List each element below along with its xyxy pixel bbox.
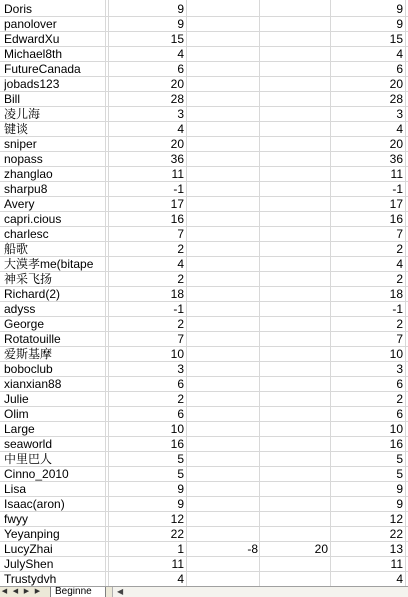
value-cell[interactable]: 11: [390, 167, 403, 181]
value-cell[interactable]: 2: [396, 392, 403, 406]
value-cell[interactable]: [187, 407, 258, 422]
value-cell[interactable]: [260, 2, 328, 17]
value-cell[interactable]: [260, 422, 328, 437]
table-row: [0, 122, 408, 137]
value-cell[interactable]: [260, 557, 328, 572]
value-cell[interactable]: 9: [177, 17, 184, 31]
value-cell[interactable]: [187, 362, 258, 377]
value-cell[interactable]: [260, 197, 328, 212]
table-row: [0, 527, 408, 542]
value-cell[interactable]: [260, 527, 328, 542]
value-cell[interactable]: 16: [389, 212, 403, 226]
value-cell[interactable]: [187, 62, 258, 77]
name-cell[interactable]: Yeyanping: [4, 527, 60, 541]
name-cell[interactable]: xianxian88: [4, 377, 62, 391]
value-cell[interactable]: [187, 302, 258, 317]
name-cell[interactable]: Lisa: [4, 482, 27, 496]
name-cell[interactable]: sharpu8: [4, 182, 48, 196]
value-cell[interactable]: 22: [389, 527, 403, 541]
name-cell[interactable]: JulyShen: [4, 557, 54, 571]
table-row: [0, 47, 408, 62]
value-cell[interactable]: [187, 452, 258, 467]
value-cell[interactable]: [260, 497, 328, 512]
value-cell[interactable]: 9: [396, 17, 403, 31]
value-cell[interactable]: 22: [170, 527, 184, 541]
table-row: [0, 422, 408, 437]
value-cell[interactable]: [187, 272, 258, 287]
value-cell[interactable]: -1: [392, 302, 403, 316]
prev-sheet-icon[interactable]: ◀: [12, 588, 19, 595]
value-cell[interactable]: 6: [396, 407, 403, 421]
name-cell[interactable]: Richard(2): [4, 287, 61, 301]
name-cell[interactable]: Michael8th: [4, 47, 63, 61]
value-cell[interactable]: 2: [177, 317, 184, 331]
value-cell[interactable]: [187, 92, 258, 107]
value-cell[interactable]: [260, 227, 328, 242]
value-cell[interactable]: 5: [177, 452, 184, 466]
value-cell[interactable]: [187, 347, 258, 362]
table-row: [0, 212, 408, 227]
value-cell[interactable]: [260, 572, 328, 586]
value-cell[interactable]: 5: [177, 467, 184, 481]
value-cell[interactable]: 2: [396, 272, 403, 286]
value-cell[interactable]: [260, 392, 328, 407]
value-cell[interactable]: [187, 332, 258, 347]
value-cell[interactable]: [187, 317, 258, 332]
value-cell[interactable]: 9: [177, 497, 184, 511]
value-cell[interactable]: [260, 77, 328, 92]
value-cell[interactable]: [260, 122, 328, 137]
value-cell[interactable]: [260, 242, 328, 257]
name-cell[interactable]: George: [4, 317, 45, 331]
value-cell[interactable]: [187, 527, 258, 542]
value-cell[interactable]: 20: [389, 77, 403, 91]
value-cell[interactable]: 20: [170, 77, 184, 91]
name-cell[interactable]: 中里巴人: [4, 452, 53, 466]
value-cell[interactable]: 3: [177, 107, 184, 121]
value-cell[interactable]: [260, 272, 328, 287]
value-cell[interactable]: [187, 17, 258, 32]
name-cell[interactable]: 爱斯基摩: [4, 347, 53, 361]
table-row: [0, 332, 408, 347]
name-cell[interactable]: adyss: [4, 302, 36, 316]
value-cell[interactable]: [260, 347, 328, 362]
value-cell[interactable]: [260, 32, 328, 47]
value-cell[interactable]: 9: [396, 482, 403, 496]
value-cell[interactable]: 28: [170, 92, 184, 106]
name-cell[interactable]: Trustydvh: [4, 572, 57, 586]
name-cell[interactable]: LucyZhai: [4, 542, 53, 556]
value-cell[interactable]: 4: [396, 47, 403, 61]
table-row: [0, 137, 408, 152]
value-cell[interactable]: 10: [389, 347, 403, 361]
first-sheet-icon[interactable]: ◀: [1, 588, 8, 595]
name-cell[interactable]: Julie: [4, 392, 29, 406]
table-row: [0, 377, 408, 392]
table-row: [0, 512, 408, 527]
value-cell[interactable]: 20: [170, 137, 184, 151]
value-cell[interactable]: [260, 287, 328, 302]
name-cell[interactable]: Avery: [4, 197, 35, 211]
value-cell[interactable]: [260, 92, 328, 107]
value-cell[interactable]: 4: [177, 572, 184, 586]
value-cell[interactable]: [187, 167, 258, 182]
name-cell[interactable]: 船歌: [4, 242, 29, 256]
value-cell[interactable]: [187, 422, 258, 437]
value-cell[interactable]: [260, 257, 328, 272]
value-cell[interactable]: [187, 467, 258, 482]
value-cell[interactable]: [187, 557, 258, 572]
table-row: [0, 182, 408, 197]
value-cell[interactable]: -1: [173, 302, 184, 316]
value-cell[interactable]: [260, 467, 328, 482]
value-cell[interactable]: 16: [170, 212, 184, 226]
value-cell[interactable]: 20: [389, 137, 403, 151]
value-cell[interactable]: 2: [177, 272, 184, 286]
value-cell[interactable]: [260, 377, 328, 392]
table-row: [0, 92, 408, 107]
last-sheet-icon[interactable]: ▶: [34, 588, 41, 595]
table-row: [0, 287, 408, 302]
value-cell[interactable]: 7: [177, 332, 184, 346]
value-cell[interactable]: [260, 407, 328, 422]
value-cell[interactable]: [187, 182, 258, 197]
table-row: [0, 242, 408, 257]
table-row: [0, 152, 408, 167]
name-cell[interactable]: 大漠孝me(bitape: [4, 257, 94, 271]
value-cell[interactable]: 6: [177, 62, 184, 76]
value-cell[interactable]: [260, 452, 328, 467]
value-cell[interactable]: 9: [396, 2, 403, 16]
value-cell[interactable]: [260, 332, 328, 347]
name-cell[interactable]: Rotatouille: [4, 332, 61, 346]
name-cell[interactable]: 键谈: [4, 122, 29, 136]
table-row: [0, 302, 408, 317]
name-cell[interactable]: 凌儿海: [4, 107, 41, 121]
name-cell[interactable]: boboclub: [4, 362, 53, 376]
value-cell[interactable]: 3: [396, 107, 403, 121]
value-cell[interactable]: 20: [314, 542, 328, 556]
value-cell[interactable]: 11: [171, 167, 184, 181]
value-cell[interactable]: [260, 362, 328, 377]
value-cell[interactable]: [187, 242, 258, 257]
value-cell[interactable]: [187, 212, 258, 227]
table-row: [0, 347, 408, 362]
name-cell[interactable]: Olim: [4, 407, 29, 421]
name-cell[interactable]: capri.cious: [4, 212, 62, 226]
value-cell[interactable]: [260, 482, 328, 497]
value-cell[interactable]: 12: [389, 512, 403, 526]
value-cell[interactable]: [260, 152, 328, 167]
name-cell[interactable]: seaworld: [4, 437, 53, 451]
value-cell[interactable]: [187, 227, 258, 242]
value-cell[interactable]: -8: [247, 542, 258, 556]
table-row: [0, 542, 408, 557]
value-cell[interactable]: 4: [396, 122, 403, 136]
value-cell[interactable]: [187, 287, 258, 302]
value-cell[interactable]: 7: [177, 227, 184, 241]
value-cell[interactable]: 10: [170, 422, 184, 436]
value-cell[interactable]: [260, 17, 328, 32]
value-cell[interactable]: 3: [177, 362, 184, 376]
table-row: [0, 392, 408, 407]
next-sheet-icon[interactable]: ▶: [23, 588, 30, 595]
sheet-tab-bar: [0, 586, 408, 597]
value-cell[interactable]: 4: [177, 122, 184, 136]
value-cell[interactable]: 17: [170, 197, 184, 211]
value-cell[interactable]: 13: [389, 542, 403, 556]
value-cell[interactable]: [187, 122, 258, 137]
value-cell[interactable]: [260, 137, 328, 152]
value-cell[interactable]: 6: [396, 377, 403, 391]
value-cell[interactable]: 4: [396, 257, 403, 271]
table-row: [0, 467, 408, 482]
value-cell[interactable]: [260, 62, 328, 77]
value-cell[interactable]: 2: [177, 392, 184, 406]
value-cell[interactable]: 11: [171, 557, 184, 571]
table-row: [0, 107, 408, 122]
value-cell[interactable]: [187, 137, 258, 152]
value-cell[interactable]: [187, 197, 258, 212]
value-cell[interactable]: 18: [170, 287, 184, 301]
name-cell[interactable]: zhanglao: [4, 167, 53, 181]
value-cell[interactable]: 9: [177, 482, 184, 496]
value-cell[interactable]: 9: [177, 2, 184, 16]
value-cell[interactable]: 4: [177, 47, 184, 61]
value-cell[interactable]: [260, 512, 328, 527]
value-cell[interactable]: [260, 212, 328, 227]
name-cell[interactable]: nopass: [4, 152, 43, 166]
value-cell[interactable]: [187, 572, 258, 586]
name-cell[interactable]: FutureCanada: [4, 62, 81, 76]
value-cell[interactable]: 10: [170, 347, 184, 361]
table-row: [0, 272, 408, 287]
value-cell[interactable]: 10: [389, 422, 403, 436]
value-cell[interactable]: [187, 257, 258, 272]
value-cell[interactable]: [187, 2, 258, 17]
table-row: [0, 32, 408, 47]
value-cell[interactable]: 5: [396, 467, 403, 481]
value-cell[interactable]: 7: [396, 227, 403, 241]
scroll-left-icon[interactable]: ◀: [117, 587, 124, 596]
name-cell[interactable]: panolover: [4, 17, 57, 31]
value-cell[interactable]: [260, 302, 328, 317]
value-cell[interactable]: 36: [389, 152, 403, 166]
value-cell[interactable]: 16: [170, 437, 184, 451]
table-row: [0, 17, 408, 32]
value-cell[interactable]: -1: [392, 182, 403, 196]
value-cell[interactable]: 4: [396, 572, 403, 586]
value-cell[interactable]: [187, 77, 258, 92]
table-row: [0, 362, 408, 377]
value-cell[interactable]: 2: [177, 242, 184, 256]
value-cell[interactable]: [187, 497, 258, 512]
name-cell[interactable]: Bill: [4, 92, 21, 106]
name-cell[interactable]: EdwardXu: [4, 32, 60, 46]
table-row: [0, 317, 408, 332]
table-row: [0, 62, 408, 77]
value-cell[interactable]: [260, 47, 328, 62]
value-cell[interactable]: 16: [389, 437, 403, 451]
name-cell[interactable]: 神采飞扬: [4, 272, 53, 286]
value-cell[interactable]: [187, 107, 258, 122]
name-cell[interactable]: Cinno_2010: [4, 467, 69, 481]
value-cell[interactable]: 28: [389, 92, 403, 106]
sheet-tab-beginne[interactable]: Beginne: [50, 586, 106, 597]
name-cell[interactable]: jobads123: [4, 77, 60, 91]
table-row: [0, 167, 408, 182]
table-row: [0, 482, 408, 497]
value-cell[interactable]: [187, 47, 258, 62]
value-cell[interactable]: 6: [396, 62, 403, 76]
value-cell[interactable]: 15: [389, 32, 403, 46]
value-cell[interactable]: 3: [396, 362, 403, 376]
value-cell[interactable]: 36: [170, 152, 184, 166]
value-cell[interactable]: 2: [396, 242, 403, 256]
value-cell[interactable]: [260, 167, 328, 182]
value-cell[interactable]: [260, 182, 328, 197]
name-cell[interactable]: sniper: [4, 137, 37, 151]
value-cell[interactable]: [187, 377, 258, 392]
value-cell[interactable]: [187, 437, 258, 452]
value-cell[interactable]: 11: [390, 557, 403, 571]
name-cell[interactable]: Isaac(aron): [4, 497, 65, 511]
value-cell[interactable]: [187, 512, 258, 527]
value-cell[interactable]: [260, 437, 328, 452]
value-cell[interactable]: [187, 392, 258, 407]
value-cell[interactable]: 12: [170, 512, 184, 526]
value-cell[interactable]: [187, 482, 258, 497]
name-cell[interactable]: Large: [4, 422, 35, 436]
value-cell[interactable]: 1: [177, 542, 184, 556]
table-row: [0, 77, 408, 92]
table-row: [0, 257, 408, 272]
value-cell[interactable]: 6: [177, 407, 184, 421]
value-cell[interactable]: 5: [396, 452, 403, 466]
table-row: [0, 557, 408, 572]
value-cell[interactable]: 15: [170, 32, 184, 46]
value-cell[interactable]: [187, 32, 258, 47]
table-row: [0, 437, 408, 452]
name-cell[interactable]: fwyy: [4, 512, 28, 526]
name-cell[interactable]: charlesc: [4, 227, 49, 241]
table-row: [0, 497, 408, 512]
table-row: [0, 452, 408, 467]
value-cell[interactable]: -1: [173, 182, 184, 196]
value-cell[interactable]: [260, 107, 328, 122]
value-cell[interactable]: 6: [177, 377, 184, 391]
table-row: [0, 407, 408, 422]
table-row: [0, 572, 408, 586]
value-cell[interactable]: [187, 152, 258, 167]
value-cell[interactable]: 2: [396, 317, 403, 331]
value-cell[interactable]: 7: [396, 332, 403, 346]
name-cell[interactable]: Doris: [4, 2, 33, 16]
value-cell[interactable]: 9: [396, 497, 403, 511]
value-cell[interactable]: 4: [177, 257, 184, 271]
value-cell[interactable]: [260, 317, 328, 332]
value-cell[interactable]: 18: [389, 287, 403, 301]
table-row: [0, 227, 408, 242]
table-row: [0, 2, 408, 17]
value-cell[interactable]: 17: [389, 197, 403, 211]
table-row: [0, 197, 408, 212]
